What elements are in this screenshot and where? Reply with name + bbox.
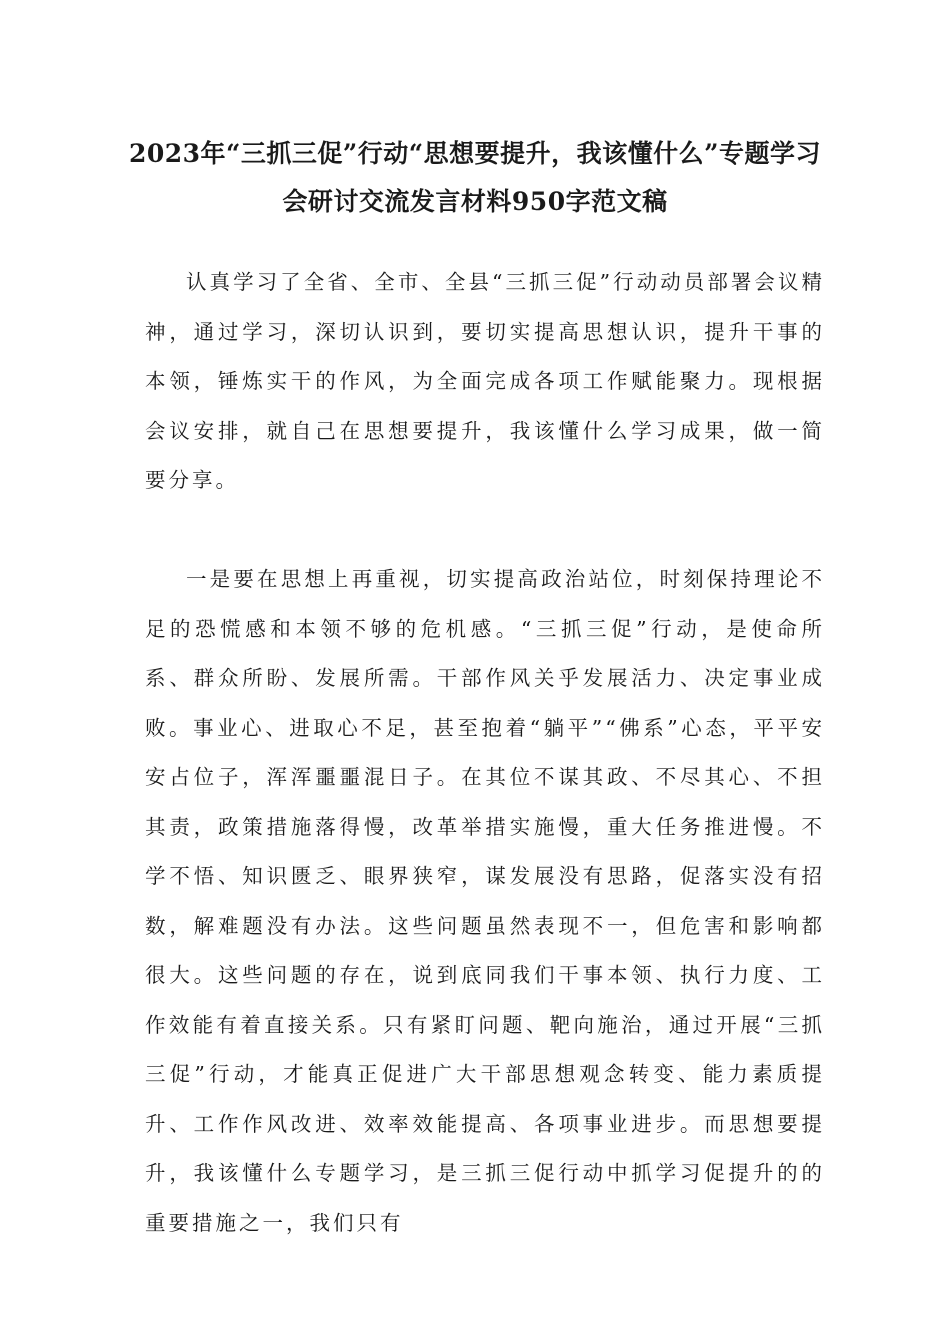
paragraph-intro: 认真学习了全省、全市、全县“三抓三促”行动动员部署会议精神，通过学习，深切认识到，要切实提高思想认识，提升干事的本领，锤炼实干的作风，为全面完成各项工作赋能聚力。现根据会议安排，就自己在思想要提升，我该懂什么学习成果，做一简要分享。	[145, 270, 825, 492]
document-body	[145, 258, 825, 1248]
document-title: 2023年“三抓三促”行动“思想要提升，我该懂什么”专题学习会研讨交流发言材料950字范文稿	[128, 139, 822, 216]
paragraph-point-one: 一是要在思想上再重视，切实提高政治站位，时刻保持理论不足的恐慌感和本领不够的危机感。“三抓三促”行动，是使命所系、群众所盼、发展所需。干部作风关乎发展活力、决定事业成败。事业心、进取心不足，甚至抱着“躺平”“佛系”心态，平平安安占位子，浑浑噩噩混日子。在其位不谋其政、不尽其心、不担其责，政策措施落得慢，改革举措实施慢，重大任务推进慢。不学不悟、知识匮乏、眼界狭窄，谋发展没有思路，促落实没有招数，解难题没有办法。这些问题虽然表现不一，但危害和影响都很大。这些问题的存在，说到底同我们干事本领、执行力度、工作效能有着直接关系。只有紧盯问题、靶向施治，通过开展“三抓三促”行动，才能真正促进广大干部思想观念转变、能力素质提升、工作作风改进、效率效能提高、各项事业进步。而思想要提升，我该懂什么专题学习，是三抓三促行动中抓学习促提升的的重要措施之一，我们只有	[145, 567, 825, 1235]
